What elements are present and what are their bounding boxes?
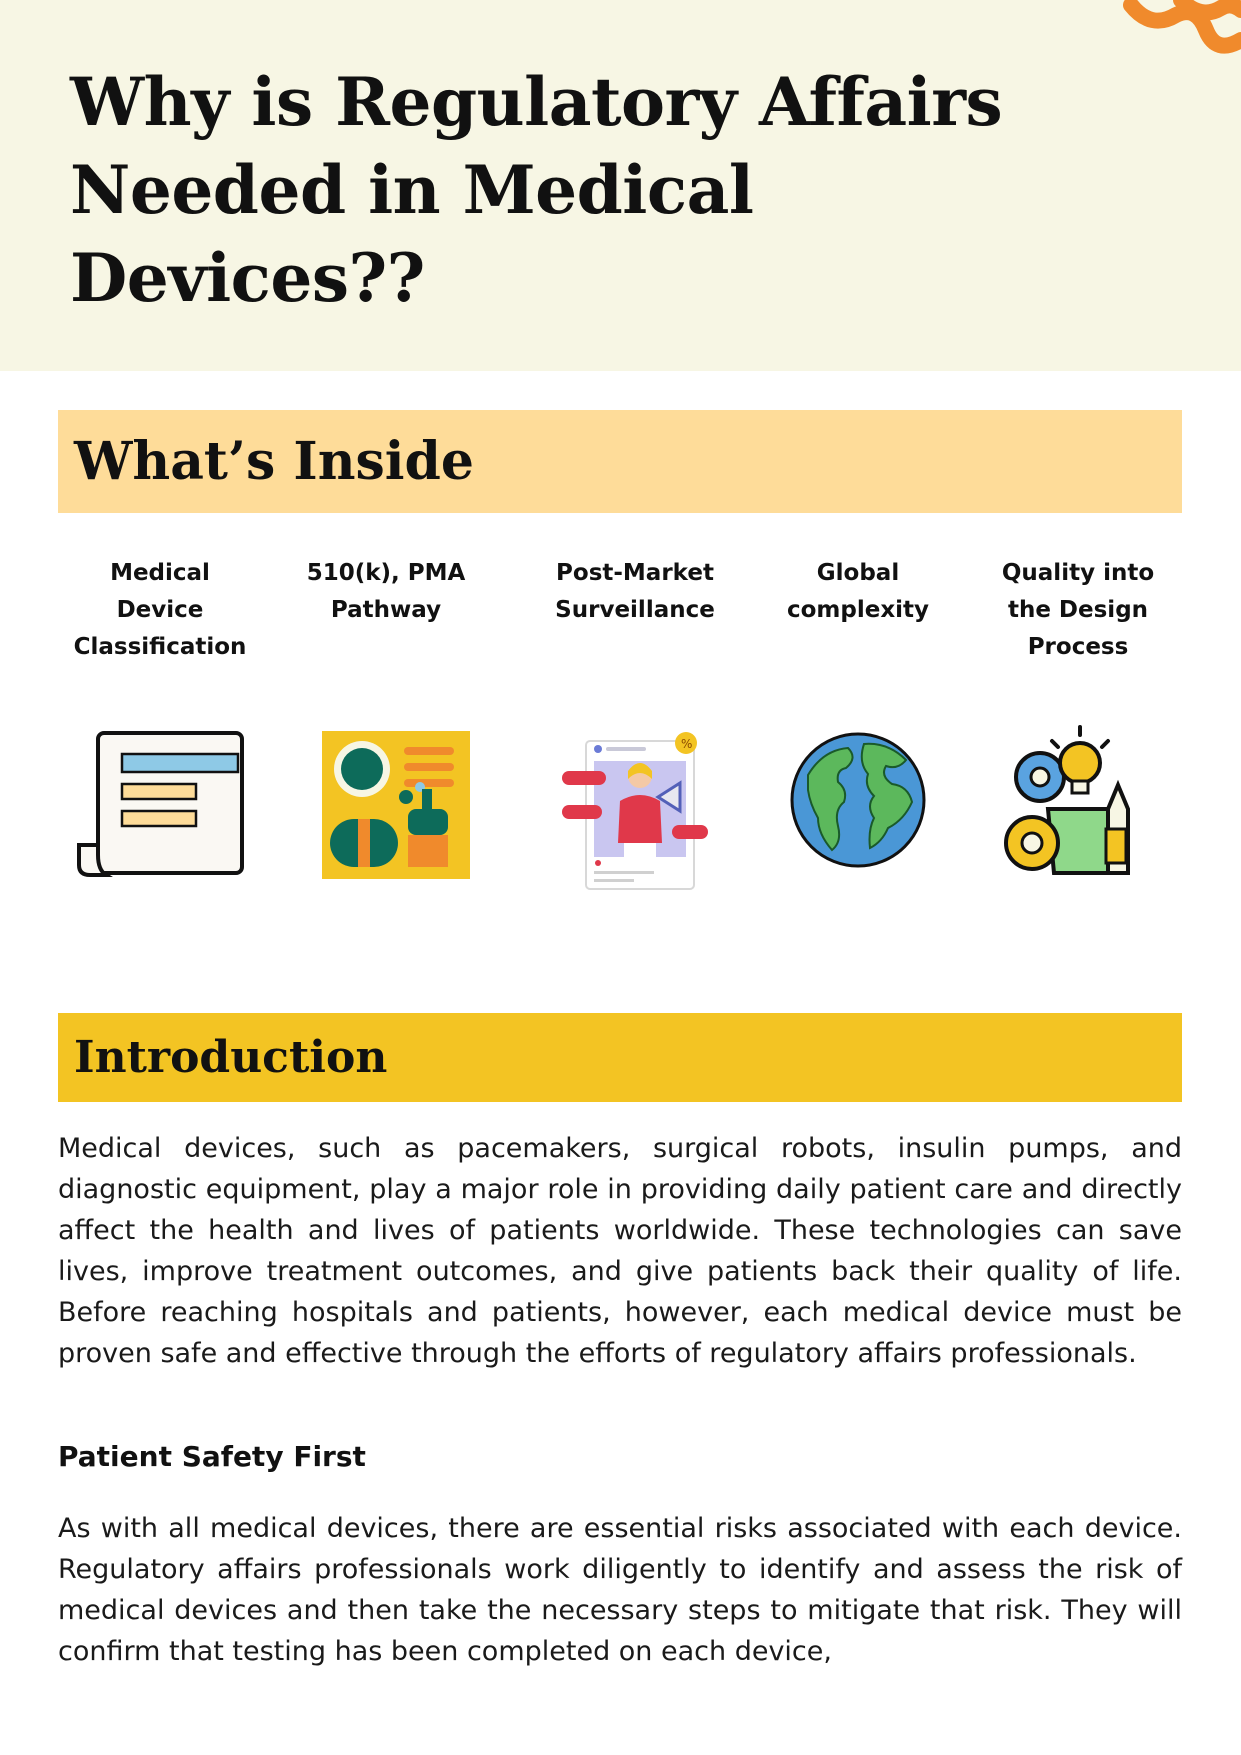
topic-label: Post-Market Surveillance [555, 560, 715, 623]
orange-squiggle-decoration [1121, 0, 1241, 80]
topic-classification [70, 555, 250, 666]
introduction-heading: Introduction [58, 1013, 1182, 1102]
topic-label: Global complexity [786, 560, 930, 623]
social-media-promoter-icon [558, 731, 708, 891]
svg-text:%: % [681, 737, 693, 751]
topic-label: Medical Device Classification [73, 560, 247, 660]
pathway-pattern-icon [322, 731, 470, 879]
topic-label: Quality into the Design Process [1001, 560, 1155, 660]
patient-safety-heading: Patient Safety First [58, 1440, 366, 1473]
topic-post-market [530, 555, 740, 629]
topic-label: 510(k), PMA Pathway [306, 560, 466, 623]
topic-510k-pma [296, 555, 476, 629]
topic-global-complexity [758, 555, 958, 629]
introduction-paragraph: Medical devices, such as pacemakers, surgical robots, insulin pumps, and diagnostic equipment, play a major role in providing daily patient care and directly affect the health and lives of patients worldwide. These technologies can save lives, improve treatment outcomes, and give patients back their quality of life. Before reaching hospitals and patients, however, each medical device must be proven safe and effective through the efforts of regulatory affairs professionals. [58, 1133, 1182, 1369]
document-list-icon [76, 730, 246, 878]
topics-row [58, 555, 1182, 905]
page-title: Why is Regulatory Affairs Needed in Medical Devices?? [70, 63, 1003, 317]
design-gears-icon [998, 725, 1146, 877]
hero-header [0, 0, 1241, 371]
topic-quality-design [978, 555, 1178, 666]
patient-safety-paragraph: As with all medical devices, there are essential risks associated with each device. Regulatory affairs professionals work diligently to identify and assess the risk of medical devices and then take the necessary steps to mitigate that risk. They will confirm that testing has been completed on each device, [58, 1513, 1182, 1667]
whats-inside-heading: What’s Inside [58, 410, 1182, 513]
globe-icon [788, 730, 928, 870]
